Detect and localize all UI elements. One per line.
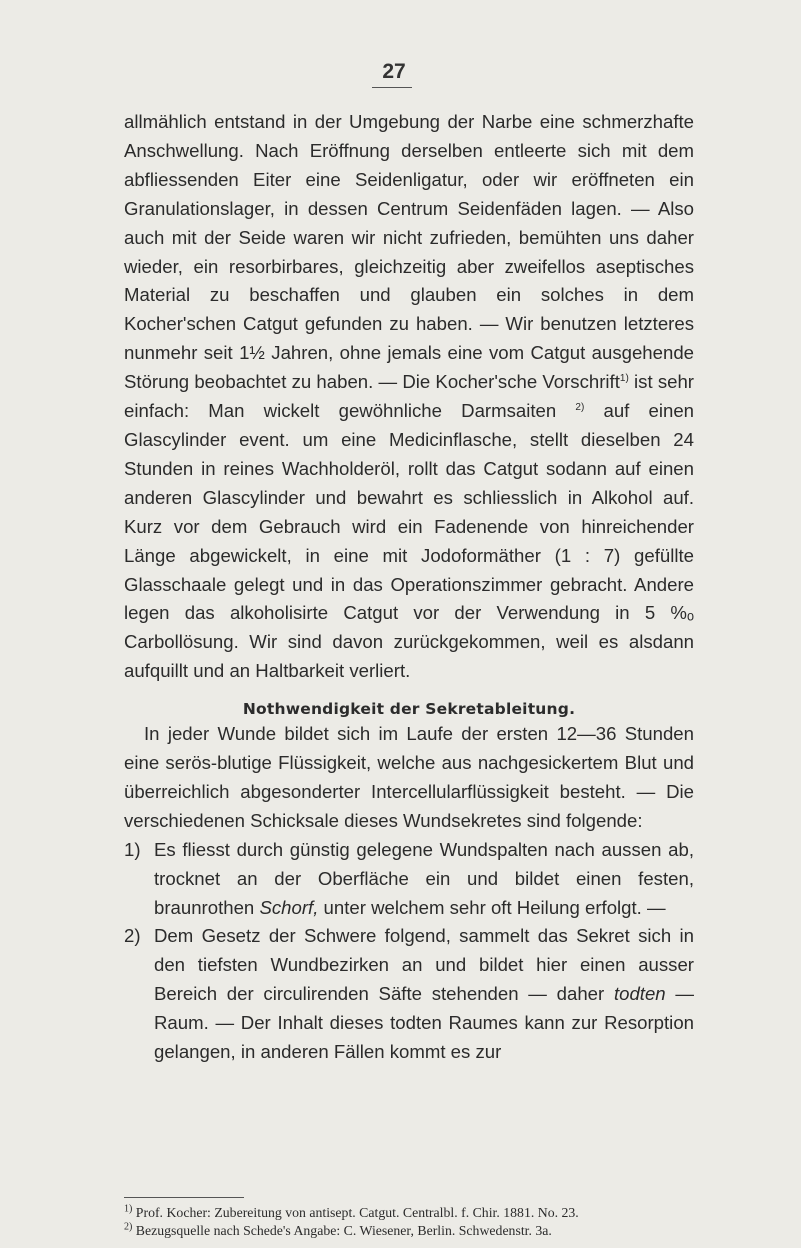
case-1-text-a: Es fliesst durch günstig gelegene Wundspalten nach aussen ab, trocknet an der Oberfläche ein und bildet einen festen, braunrothen [154, 838, 694, 918]
footnote-2 [124, 1222, 704, 1240]
page-number: 27 [382, 60, 406, 83]
paragraph-2: In jeder Wunde bildet sich im Laufe der ersten 12—36 Stunden eine serös-blutige Flüssigkeit, welche aus nachgesickertem Blut und überreichlich abgesonderter Intercellularflüssigkeit besteht. — Die verschiedenen Schicksale dieses Wundsekretes sind folgende: [124, 723, 694, 831]
paragraph-1-text: allmählich entstand in der Umgebung der Narbe eine schmerzhafte Anschwellung. Nach Eröffnung derselben entleerte sich mit dem abfliessenden Eiter eine Seidenligatur, oder wir eröffneten ein Granulationslager, in dessen Centrum Seidenfäden lagen. — Also auch mit der Seide waren wir nicht zufrieden, bemühten uns daher wieder, ein resorbirbares, gleichzeitig aber zweifellos aseptisches Material zu beschaffen und glauben ein solches in dem Kocher'schen Catgut gefunden zu haben. — Wir benutzen letzteres nunmehr seit [124, 111, 694, 364]
case-item-1 [124, 836, 694, 923]
case-item-2 [124, 922, 694, 1067]
case-2-text-b: — Raum. — Der Inhalt dieses todten Raumes kann zur Resorption gelangen, in anderen Fällen kommt es zur [154, 983, 694, 1063]
body-text [124, 108, 694, 1067]
footnote-1 [124, 1204, 704, 1222]
footnote-ref-2: 2) [575, 401, 585, 413]
footnote-1-ref: 1) [124, 1203, 133, 1215]
paragraph-1-cont: Jahren, ohne jemals eine vom Catgut ausgehende Störung beobachtet zu haben. — Die Kocher'sche Vorschrift [124, 342, 694, 393]
section-heading: Nothwendigkeit der Sekretableitung. [242, 700, 576, 719]
footnote-2-text: Bezugsquelle nach Schede's Angabe: C. Wiesener, Berlin. Schwedenstr. 3a. [135, 1223, 552, 1238]
case-2-italic: todten [613, 983, 666, 1005]
paragraph-1-fraction: 1½ [239, 342, 265, 364]
paragraph-1-cont3: auf einen Glascylinder event. um eine Medicinflasche, stellt dieselben 24 Stunden in reines Wachholderöl, rollt das Catgut sodann auf einen anderen Glascylinder und bewahrt es schliesslich in Alkohol auf. Kurz vor dem Gebrauch wird ein Fadenende von hinreichender Länge abgewickelt, in eine mit Jodoformäther (1 : 7) gefüllte Glasschaale gelegt und in das Operationszimmer gebracht. Andere legen das alkoholisirte Catgut vor der Verwendung in 5 %ₒ Carbollösung. Wir sind davon zurückgekommen, weil es alsdann aufquillt und an Haltbarkeit verliert. [124, 400, 695, 682]
footnotes [124, 1204, 704, 1240]
paragraph-1-cont2: ist sehr einfach: Man wickelt gewöhnliche Darmsaiten [124, 371, 694, 422]
footnote-rule [124, 1197, 244, 1198]
footnote-2-ref: 2) [124, 1221, 133, 1233]
case-1-text-b: unter welchem sehr oft Heilung erfolgt. — [323, 896, 666, 918]
page-number-rule [372, 87, 412, 88]
case-2-text-a: Dem Gesetz der Schwere folgend, sammelt das Sekret sich in den tiefsten Wundbezirken an und bildet hier einen ausser Bereich der circulirenden Säfte stehenden — daher [154, 925, 694, 1005]
case-list [124, 836, 694, 1067]
footnote-ref-1: 1) [619, 372, 629, 384]
case-1-italic: Schorf, [259, 896, 319, 918]
case-number: 2) [124, 925, 141, 947]
paragraph-1 [124, 108, 694, 686]
footnote-1-text: Prof. Kocher: Zubereitung von antisept. Catgut. Centralbl. f. Chir. 1881. No. 23. [135, 1205, 579, 1220]
case-number: 1) [124, 838, 141, 860]
